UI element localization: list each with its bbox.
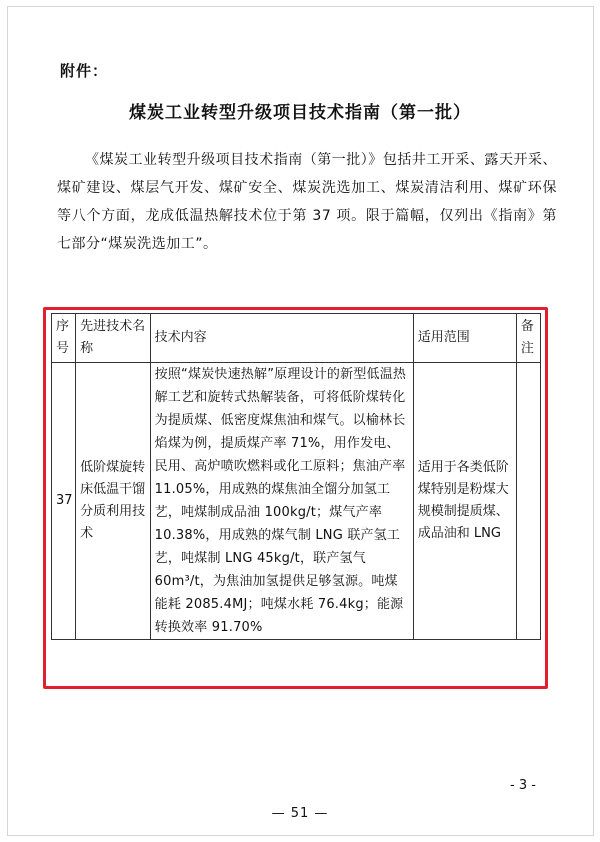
cell-tech-name: 低阶煤旋转床低温干馏分质利用技术 bbox=[76, 363, 151, 640]
intro-paragraph: 《煤炭工业转型升级项目技术指南（第一批）》包括井工开采、露天开采、煤矿建设、煤层气开发、煤矿安全、煤炭洗选加工、煤炭清洁利用、煤矿环保等八个方面，龙成低温热解技术位于第 37 项。限于篇幅，仅列出《指南》第七部分“煤炭洗选加工”。 bbox=[57, 152, 557, 252]
page-number-small: - 3 - bbox=[510, 778, 536, 793]
header-note: 备注 bbox=[516, 314, 540, 363]
attachment-label: 附件： bbox=[60, 62, 109, 80]
header-seq: 序号 bbox=[52, 314, 76, 363]
header-tech-name: 先进技术名称 bbox=[76, 314, 151, 363]
header-tech-content: 技术内容 bbox=[150, 314, 413, 363]
cell-seq: 37 bbox=[52, 363, 76, 640]
cell-tech-content: 按照“煤炭快速热解”原理设计的新型低温热解工艺和旋转式热解装备，可将低阶煤转化为提质煤、低密度煤焦油和煤气。以榆林长焰煤为例，提质煤产率 71%，用作发电、民用、高炉喷吹燃料或化工原料；焦油产率 11.05%，用成熟的煤焦油全馏分加氢工艺，吨煤制成品油 100kg/t；煤气产率 10.38%，用成熟的煤气制 LNG 联产氢工艺，吨煤制 LNG 45kg/t，联产氢气 60m³/t，为焦油加氢提供足够氢源。吨煤能耗 2085.4MJ；吨煤水耗 76.4kg；能源转换效率 91.70% bbox=[150, 363, 413, 640]
document-title: 煤炭工业转型升级项目技术指南（第一批） bbox=[129, 103, 471, 123]
highlight-frame bbox=[43, 307, 548, 689]
cell-applicable-range: 适用于各类低阶煤特别是粉煤大规模制提质煤、成品油和 LNG bbox=[413, 363, 516, 640]
page-number-main: — 51 — bbox=[271, 806, 329, 821]
header-applicable-range: 适用范围 bbox=[413, 314, 516, 363]
